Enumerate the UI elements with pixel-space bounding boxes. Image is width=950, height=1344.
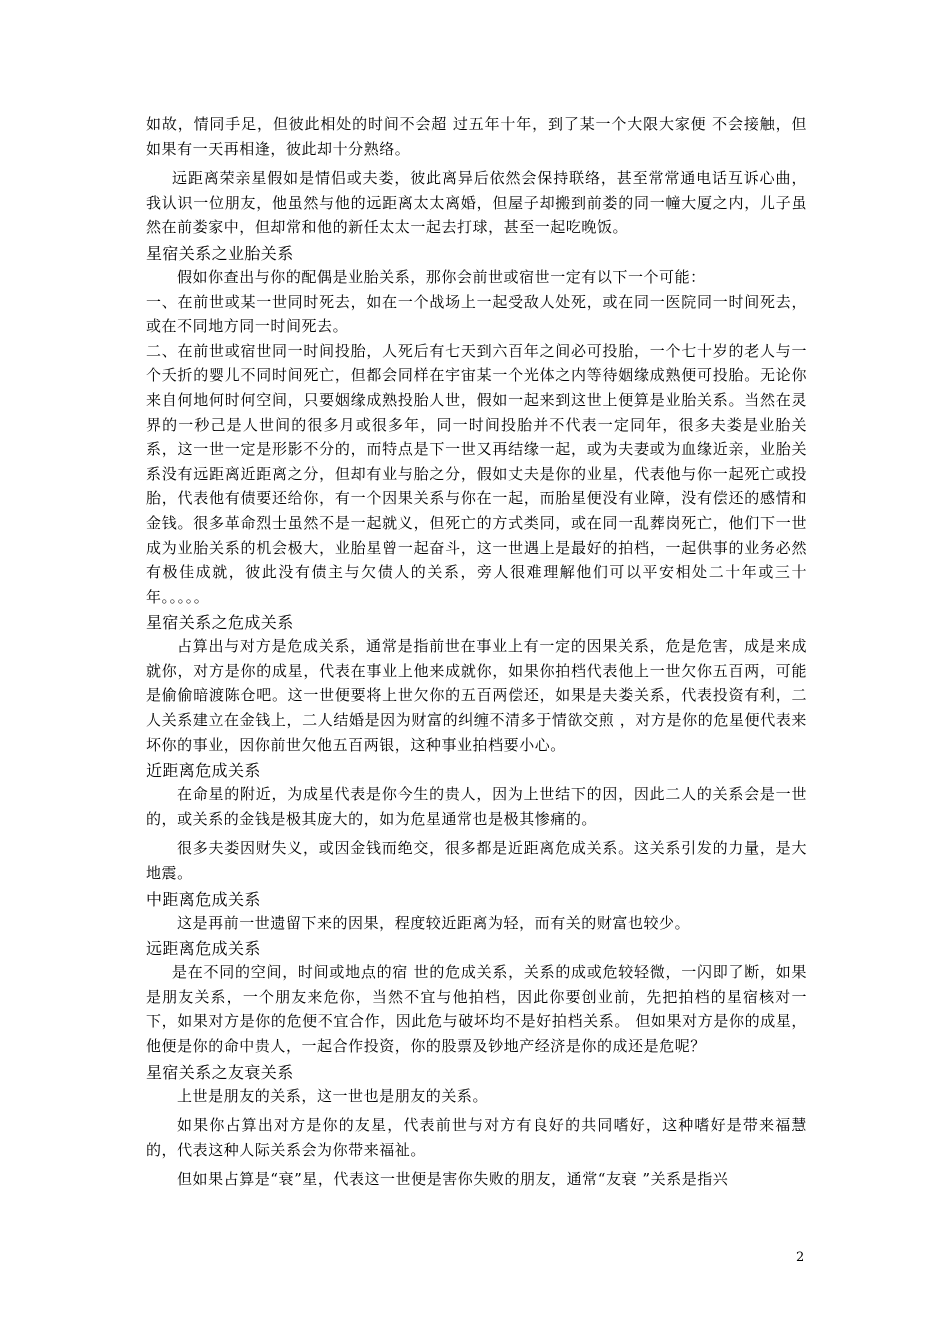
body-paragraph: 远距离荣亲星假如是情侣或夫娄，彼此离异后依然会保持联络，甚至常常通电话互诉心曲，我认识一位朋友，他虽然与他的远距离太太离婚，但屋子却搬到前娄的同一幢大厦之内，儿子虽然在前娄家中，但却常和他的新任太太一起去打球，甚至一起吃晚饭。 — [146, 169, 807, 237]
body-paragraph: 上世是朋友的关系，这一世也是朋友的关系。 — [177, 1086, 489, 1105]
body-paragraph: 占算出与对方是危成关系，通常是指前世在事业上有一定的因果关系，危是危害，成是来成就你，对方是你的成星，代表在事业上他来成就你，如果你拍档代表他上一世欠你五百两，可能是偷偷暗渡陈仓吧。这一世便要将上世欠你的五百两偿还，如果是夫娄关系，代表投资有利，二人关系建立在金钱上，二人结婚是因为财富的纠缠不清多于情欲交煎 ，对方是你的危星便代表来坏你的事业，因你前世欠他五百两银，这种事业拍档要小心。 — [146, 637, 807, 754]
body-paragraph: 假如你查出与你的配偶是业胎关系，那你会前世或宿世一定有以下一个可能： — [177, 267, 706, 286]
section-heading: 近距离危成关系 — [146, 761, 261, 781]
section-heading: 星宿关系之业胎关系 — [146, 243, 294, 263]
body-paragraph: 二、在前世或宿世同一时间投胎，人死后有七天到六百年之间必可投胎，一个七十岁的老人与一个夭折的婴儿不同时间死亡，但都会同样在宇宙某一个光体之内等待姻缘成熟便可投胎。无论你来自何地何时何空间，只要姻缘成熟投胎人世，假如一起来到这世上便算是业胎关系。当然在灵界的一秒己是人世间的很多月或很多年，同一时间投胎并不代表一定同年，很多夫娄是业胎关系，这一世一定是形影不分的，而特点是下一世又再结缘一起，或为夫妻或为血缘近亲，业胎关系没有远距离近距离之分，但却有业与胎之分，假如丈夫是你的业星，代表他与你一起死亡或投胎，代表他有债要还给你，有一个因果关系与你在一起，而胎星便没有业障，没有偿还的感情和金钱。很多革命烈士虽然不是一起就义，但死亡的方式类同，或在同一乱葬岗死亡，他们下一世成为业胎关系的机会极大，业胎星曾一起奋斗，这一世遇上是最好的拍档，一起供事的业务必然有极佳成就，彼此没有债主与欠债人的关系，旁人很难理解他们可以平安相处二十年或三十年。。。。。 — [146, 341, 807, 606]
body-paragraph: 在命星的附近，为成星代表是你今生的贵人，因为上世结下的因，因此二人的关系会是一世的，或关系的金钱是极其庞大的，如为危星通常也是极其惨痛的。 — [146, 785, 807, 828]
body-paragraph: 如故，情同手足，但彼此相处的时间不会超 过五年十年，到了某一个大限大家便 不会接触，但如果有一天再相逢，彼此却十分熟络。 — [146, 115, 807, 158]
body-paragraph: 一、在前世或某一世同时死去，如在一个战场上一起受敌人处死，或在同一医院同一时间死去，或在不同地方同一时间死去。 — [146, 292, 807, 336]
section-heading: 远距离危成关系 — [146, 939, 261, 959]
body-paragraph: 很多夫娄因财失义，或因金钱而绝交，很多都是近距离危成关系。这关系引发的力量，是大地震。 — [146, 839, 807, 883]
page-number: 2 — [796, 1250, 805, 1265]
section-heading: 星宿关系之友衰关系 — [146, 1062, 294, 1082]
section-heading: 中距离危成关系 — [146, 889, 261, 909]
body-paragraph: 但如果占算是“衰”星，代表这一世便是害你失败的朋友，通常“友衰 ”关系是指兴 — [177, 1170, 729, 1189]
document-body — [146, 112, 807, 1192]
body-paragraph: 这是再前一世遗留下来的因果，程度较近距离为轻，而有关的财富也较少。 — [177, 913, 691, 932]
body-paragraph: 如果你占算出对方是你的友星，代表前世与对方有良好的共同嗜好，这种嗜好是带来福慧的，代表这种人际关系会为你带来福祉。 — [146, 1116, 807, 1159]
section-heading: 星宿关系之危成关系 — [146, 613, 294, 633]
body-paragraph: 是在不同的空间，时间或地点的宿 世的危成关系，关系的成或危较轻微，一闪即了断，如果是朋友关系，一个朋友来危你，当然不宜与他拍档，因此你要创业前，先把拍档的星宿核对一下，如果对方是你的危便不宜合作，因此危与破坏均不是好拍档关系。 但如果对方是你的成星，他便是你的命中贵人，一起合作投资，你的股票及钞地产经济是你的成还是危呢？ — [146, 963, 807, 1055]
